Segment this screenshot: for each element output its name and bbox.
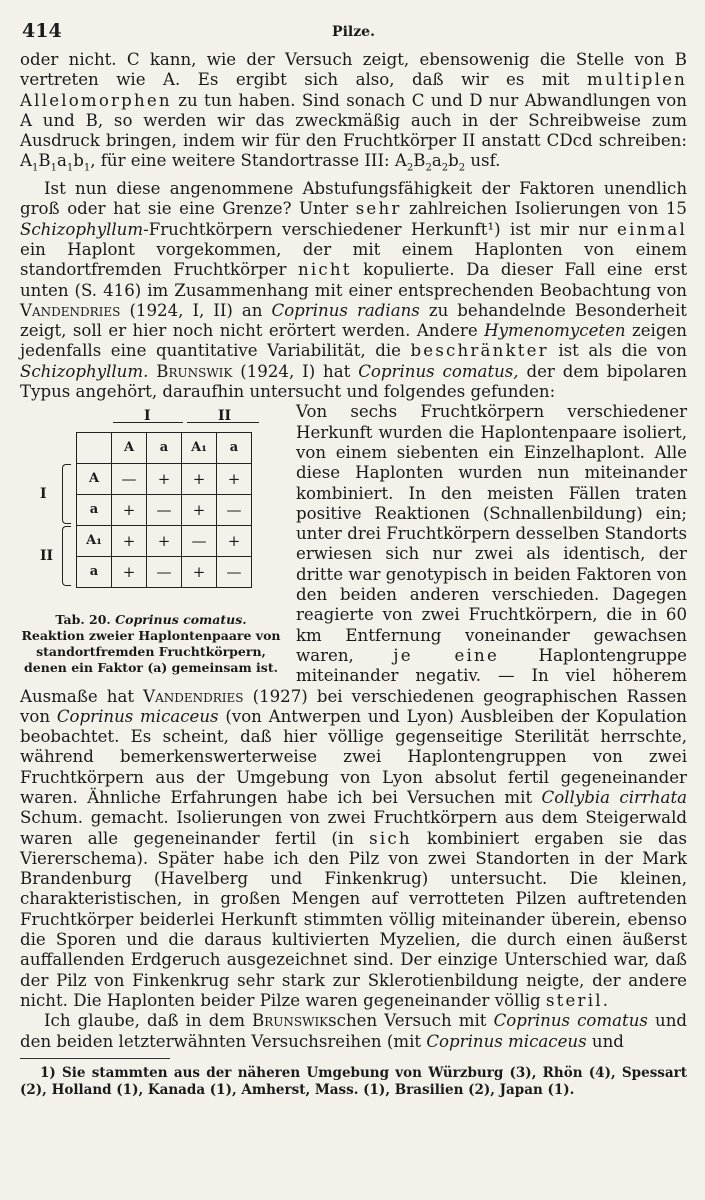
table-cell: + [182, 557, 217, 588]
row-label: A₁ [77, 526, 112, 557]
row-group-label: II [40, 548, 54, 565]
reaction-table [76, 432, 252, 588]
table-cell: + [147, 464, 182, 495]
row-group-label: I [40, 486, 47, 503]
column-brace [187, 422, 259, 429]
table-cell: + [112, 495, 147, 526]
table-cell: — [147, 495, 182, 526]
table-row [77, 495, 252, 526]
column-group-label: I [144, 408, 151, 425]
running-head: Pilze. [332, 24, 375, 40]
column-header: A₁ [182, 433, 217, 464]
table-caption [20, 612, 282, 676]
row-label: a [77, 495, 112, 526]
table-cell: — [182, 526, 217, 557]
caption-species: Coprinus comatus. [115, 612, 247, 628]
table-cell: + [217, 526, 252, 557]
table-cell: + [182, 464, 217, 495]
footnote: 1) Sie stammten aus der näheren Umgebung von Würzburg (3), Rhön (4), Spessart (2), Holland (1), Kanada (1), Amherst, Mass. (1), Brasilien (2), Japan (1). [20, 1064, 687, 1098]
footnote-rule [20, 1058, 170, 1059]
column-header: A [112, 433, 147, 464]
table-row [77, 526, 252, 557]
reaction-table-area [20, 402, 282, 612]
table-cell: + [112, 557, 147, 588]
paragraph: Ist nun diese angenommene Abstufungsfähigkeit der Faktoren unendlich groß oder hat sie eine Grenze? Unter sehr zahlreichen Isolierungen von 15 Schizophyllum-Fruchtkörpern verschiedener Herkunft¹) ist mir nur einmal ein Haplont vorgekommen, der mit einem Haplonten von einem standortfremden Fruchtkörper nicht kopulierte. Da dieser Fall eine erst unten (S. 416) im Zusammenhang mit einer entsprechenden Beobachtung von Vandendries (1924, I, II) an Coprinus radians zu behandelnde Besonderheit zeigt, soll er hier noch nicht erörtert werden. Andere Hymenomyceten zeigen jedenfalls eine quantitative Variabilität, die beschränkter ist als die von Schizophyllum. Brunswik (1924, I) hat Coprinus comatus, der dem bipolaren Typus angehört, daraufhin untersucht und folgendes gefunden: [20, 179, 688, 402]
table-figure [20, 402, 282, 676]
table-row [77, 557, 252, 588]
table-cell: — [217, 495, 252, 526]
paragraph: Ich glaube, daß in dem Brunswikschen Versuch mit Coprinus comatus und den beiden letzterwähnten Versuchsreihen (mit Coprinus micaceus und [20, 1011, 688, 1051]
table-cell: + [217, 464, 252, 495]
column-header: a [147, 433, 182, 464]
caption-number: Tab. 20. [55, 612, 111, 628]
caption-text: Reaktion zweier Haplontenpaare von standortfremden Fruchtkörpern, denen ein Faktor (a) gemeinsam ist. [21, 628, 281, 676]
table-cell: — [147, 557, 182, 588]
body-text [20, 50, 687, 1052]
row-brace [62, 464, 71, 524]
row-label: A [77, 464, 112, 495]
table-corner [77, 433, 112, 464]
column-header: a [217, 433, 252, 464]
paragraph: Von sechs Fruchtkörpern verschiedener Herkunft wurden die Haplontenpaare isoliert, von einem siebenten ein Einzelhaplont. Alle diese Haplonten wurden nun miteinander kombiniert. In den meisten Fällen traten positive Reaktionen (Schnallenbildung) ein; unter drei Fruchtkörpern desselben Standorts erwiesen sich nur zwei als identisch, der dritte war genotypisch in beiden Faktoren von den beiden anderen verschieden. Dagegen reagierte von zwei Fruchtkörpern, die in 60 km Entfernung voneinander gewachsen waren, je eine Haplontengruppe miteinander negativ. — In viel höherem Ausmaße hat Vandendries (1927) bei verschiedenen geographischen Rassen von Coprinus micaceus (von Antwerpen und Lyon) Ausbleiben der Kopulation beobachtet. Es scheint, daß hier völlige gegenseitige Sterilität herrschte, während bemerkenswerterweise zwei Haplontengruppen von zwei Fruchtkörpern aus der Umgebung von Lyon absolut fertil gegeneinander waren. Ähnliche Erfahrungen habe ich bei Versuchen mit Collybia cirrhata Schum. gemacht. Isolierungen von zwei Fruchtkörpern aus dem Steigerwald waren alle gegeneinander fertil (in sich kombiniert ergaben sie das Viererschema). Später habe ich den Pilz von zwei Standorten in der Mark Brandenburg (Havelberg und Finkenkrug) untersucht. Die kleinen, charakteristischen, in großen Mengen auf verrotteten Pilzen auftretenden Fruchtkörper beiderlei Herkunft stimmten völlig miteinander überein, ebenso die Sporen und die daraus kultivierten Myzelien, die durch einen äußerst auffallenden Erdgeruch ausgezeichnet sind. Der einzige Unterschied war, daß der Pilz von Finkenkrug sehr stark zur Sklerotienbildung neigte, der andere nicht. Die Haplonten beider Pilze waren gegeneinander völlig steril. [20, 402, 688, 1010]
page-number: 414 [22, 20, 62, 42]
column-brace [113, 422, 183, 429]
table-cell: — [217, 557, 252, 588]
page-header [20, 18, 687, 44]
table-cell: + [182, 495, 217, 526]
table-cell: — [112, 464, 147, 495]
paragraph: oder nicht. C kann, wie der Versuch zeigt, ebensowenig die Stelle von B vertreten wie A. Es ergibt sich also, daß wir es mit multiplen Allelomorphen zu tun haben. Sind sonach C und D nur Abwandlungen von A und B, so werden wir das zweckmäßig auch in der Schreibweise zum Ausdruck bringen, indem wir für den Fruchtkörper II anstatt CDcd schreiben: $A_1B_1a_1b_1$, für eine weitere Standortrasse III: $A_2B_2a_2b_2$ usf. [20, 50, 687, 174]
table-cell: + [112, 526, 147, 557]
table-cell: + [147, 526, 182, 557]
column-group-label: II [218, 408, 232, 425]
row-label: a [77, 557, 112, 588]
row-brace [62, 526, 71, 586]
table-row [77, 464, 252, 495]
table-header-row [77, 433, 252, 464]
